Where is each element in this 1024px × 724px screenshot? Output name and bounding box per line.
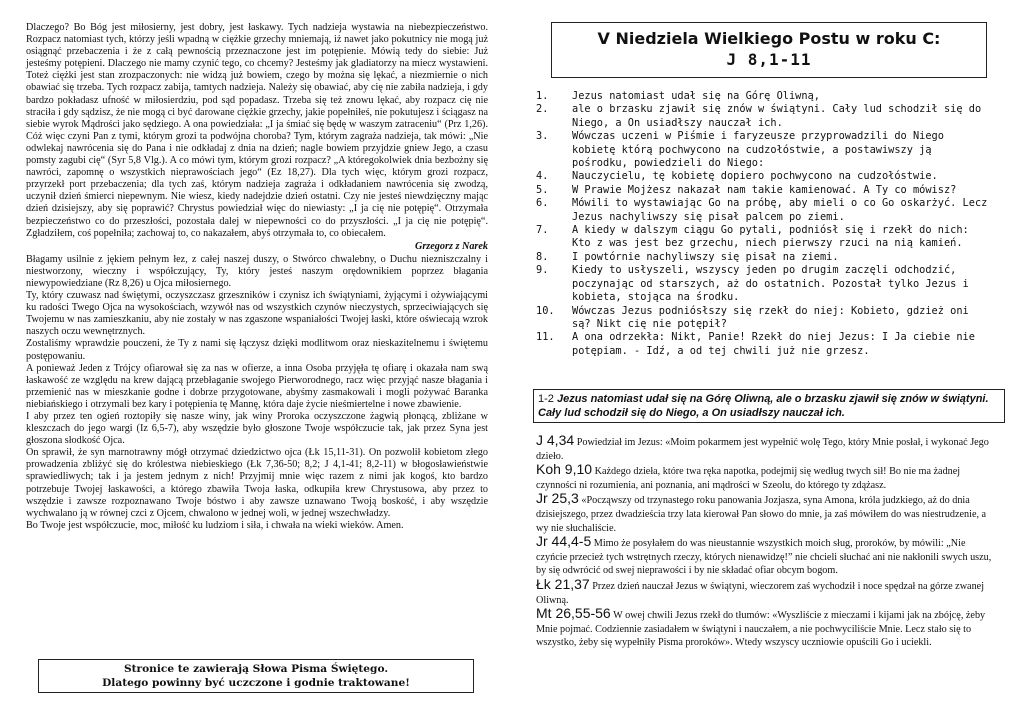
verse-number: 1. bbox=[536, 90, 549, 102]
cross-ref-label: Jr 25,3 bbox=[536, 490, 579, 507]
verse bbox=[536, 224, 992, 251]
prayer-paragraph: I aby przez ten ogień roztopiły się nasze winy, jak winy Proroka oczyszczone żagwią płonącą, zbliżane w kleszczach do jego wargi (Iz 6,5-7), aby wszędzie było głoszone Twoje współczucie tak, jak przez Syna jest głoszona słodkość Ojca. bbox=[26, 411, 488, 447]
verse-text: Jezus natomiast udał się na Górę Oliwną, bbox=[572, 90, 820, 102]
verse-number: 10. bbox=[536, 304, 555, 317]
verse bbox=[536, 130, 992, 170]
cross-ref-item bbox=[536, 575, 992, 607]
verse bbox=[536, 170, 992, 183]
prayer-paragraph: Bo Twoje jest współczucie, moc, miłość ku ludziom i siła, i chwała na wieki wieków. Amen. bbox=[26, 519, 404, 531]
cross-ref-item bbox=[536, 463, 992, 492]
scripture-notice-box bbox=[38, 659, 474, 693]
verse bbox=[536, 184, 992, 197]
author-signature: Grzegorz z Narek bbox=[414, 240, 488, 252]
gospel-verses bbox=[536, 90, 992, 358]
verse bbox=[536, 103, 992, 130]
notice-line-2: Dlatego powinny być uczczone i godnie traktowane! bbox=[102, 677, 410, 689]
cross-ref-text: Powiedział im Jezus: «Moim pokarmem jest wypełnić wolę Tego, który Mnie posłał, i wykonać Jego dzieło. bbox=[536, 437, 989, 462]
cross-ref-text: W owej chwili Jezus rzekł do tłumów: «Wyszliście z mieczami i kijami jak na zbójcę, żeby Mnie pojmać. Codziennie zasiadałem w świątyni i nauczałem, a nie pochwyciliście Mnie. Lecz stało się to wszystko, żeby się wypełniły Pisma proroków». Wtedy wszyscy uczniowie opuścili Go i uciekli. bbox=[536, 610, 986, 649]
cross-ref-label: J 4,34 bbox=[536, 432, 575, 448]
verse-text: Nauczycielu, tę kobietę dopiero pochwycono na cudzołóstwie. bbox=[572, 170, 938, 183]
verse-text: Kiedy to usłyszeli, wszyscy jeden po drugim zaczęli odchodzić, poczynając od starszych, aż do ostatnich. Pozostał tylko Jezus i kobieta, stojąca na środku. bbox=[572, 264, 969, 304]
cross-ref-item bbox=[536, 607, 992, 650]
verse-number: 4. bbox=[536, 170, 549, 183]
title-box bbox=[551, 22, 987, 78]
highlight-text: Jezus natomiast udał się na Górę Oliwną, ale o brzasku zjawił się znów w świątyni. Cały lud schodził się do Niego, a On usiadłszy nauczał ich. bbox=[538, 393, 989, 419]
verse-text: Wówczas uczeni w Piśmie i faryzeusze przyprowadzili do Niego kobietę którą pochwycono na cudzołóstwie, a postawiwszy ją pośrodku, powiedzieli do Niego: bbox=[572, 130, 944, 170]
verse bbox=[536, 90, 992, 103]
verse bbox=[536, 251, 992, 264]
verse-number: 3. bbox=[536, 130, 549, 143]
verse-text: Wówczas Jezus podniósłszy się rzekł do niej: Kobieto, gdzież oni są? Nikt cię nie potępił? bbox=[572, 304, 969, 330]
verse-number: 2. bbox=[536, 103, 549, 116]
verse-number: 11. bbox=[536, 331, 555, 344]
verse-text: I powtórnie nachyliwszy się pisał na ziemi. bbox=[572, 250, 839, 263]
prayer-paragraph: A ponieważ Jeden z Trójcy ofiarował się za nas w ofierze, a inna Osoba przyjęła tę ofiarę i okazała nam swą łaskawość ze względu na krew dającą przebłaganie swojego Pierworodnego, racz więc przyjąć nasze błagania i przemienić nas w mieszkanie godne i dobrze przygotowane, abyśmy zasmakowali i mogli pożywać Baranka niebiańskiego i otrzymali bez kary i potępienia tę Mannę, która daje życie nieśmiertelne i nowe zbawienie. bbox=[26, 362, 488, 410]
gospel-reference: J 8,1-11 bbox=[726, 50, 812, 69]
cross-ref-label: Łk 21,37 bbox=[536, 575, 590, 592]
verse bbox=[536, 305, 992, 332]
cross-ref-label: Koh 9,10 bbox=[536, 461, 593, 478]
verse bbox=[536, 331, 992, 358]
verse-text: Mówili to wystawiając Go na próbę, aby mieli o co Go oskarżyć. Lecz Jezus nachyliwszy się pisał palcem po ziemi. bbox=[572, 197, 988, 223]
cross-ref-item bbox=[536, 492, 992, 535]
verse-number: 7. bbox=[536, 224, 549, 237]
cross-ref-item bbox=[536, 434, 992, 463]
highlight-box bbox=[533, 389, 1005, 423]
verse-number: 5. bbox=[536, 183, 549, 196]
highlight-ref: 1-2 bbox=[538, 393, 554, 405]
verse-text: A ona odrzekła: Nikt, Panie! Rzekł do niej Jezus: I Ja ciebie nie potępiam. - Idź, a od tej chwili już nie grzesz. bbox=[572, 331, 975, 357]
verse bbox=[536, 197, 992, 224]
cross-ref-text: Mimo że posyłałem do was nieustannie wszystkich moich sług, proroków, by mówili: „Nie czyńcie przecież tych wstrętnych rzeczy, których nienawidzę!” nie chcieli słuchać ani nie nakłonili swych uszu, by się odwrócić od swej nieprawości i by nie składać ofiar obcym bogom. bbox=[536, 538, 992, 577]
cross-ref-text: Każdego dzieła, które twa ręka napotka, podejmij się według twych sił! Bo nie ma żadnej czynności ni rozumienia, ani poznania, ani mądrości w Szeolu, do którego ty zdążasz. bbox=[536, 466, 961, 491]
cross-ref-text: Przez dzień nauczał Jezus w świątyni, wieczorem zaś wychodził i noce spędzał na górze zwanej Oliwną. bbox=[536, 580, 985, 606]
verse-number: 8. bbox=[536, 250, 549, 263]
page-title: V Niedziela Wielkiego Postu w roku C: bbox=[597, 29, 941, 48]
verse-text: ale o brzasku zjawił się znów w świątyni. Cały lud schodził się do Niego, a On usiadłszy nauczał ich. bbox=[572, 103, 982, 129]
notice-line-1: Stronice te zawierają Słowa Pisma Świętego. bbox=[123, 663, 389, 675]
prayer-paragraph: Zostaliśmy wprawdzie pouczeni, że Ty z nami się łączysz dzięki modlitwom oraz nieskazitelnemu i świętemu postępowaniu. bbox=[26, 338, 488, 362]
left-column bbox=[26, 22, 488, 532]
verse-number: 6. bbox=[536, 197, 549, 210]
homily-paragraph: Dlaczego? Bo Bóg jest miłosierny, jest dobry, jest łaskawy. Tych nadzieja wystawia na niebezpieczeństwo. Rozpacz natomiast tych, którzy jeśli wpadną w ciężkie grzechy mniemają, iż nawet jako pokutnicy nie mogą już osiągnąć przebaczenia i że z całą pewnością przeznaczone jest im potępienie. Mówią tedy do siebie: Już jesteśmy potępieni. Dlaczego nie mamy czynić tego, co chcemy? Jesteśmy jak gladiatorzy na miecz wystawieni. Toteż ciężki jest stan zrozpaczonych: nie widzą już bowiem, czego by można się lękać, a niezmiernie o nich obawiać się trzeba. Tych rozpacz zabija, tamtych nadzieja. Należy się obawiać, aby cię nie zabiła nadzieja, i gdy bardzo pokładasz ufność w miłosierdziu, pod sąd popadasz. Trzeba się też znowu lękać, aby rozpacz cię nie straciła i gdy sądzisz, że nie mogą ci być darowane ciężkie grzechy, jakie popełniłeś, nie pokutujesz i ściągasz na siebie wyrok Mądrości jako sędziego. A ona powiedziała: „I ja śmiać się będę w waszym zatraceniu“ (Prz 1,26). Cóż więc czyni Pan z tymi, którym grozi ta podwójna choroba? Tym, którym zagraża nadzieja, tak mówi: „Nie odwlekaj nawrócenia się do Pana i nie odkładaj z dnia na dzień; nagle bowiem przyjdzie gniew Jego, a czasu pomsty zagubi cię“ (Syr 5,8 Vlg.). A co mówi tym, którym grozi rozpacz? „A któregokolwiek dnia bezbożny się nawróci, zapomnę o wszystkich nieprawościach jego“ (Ez 18,27). Dla tych więc, którym grozi rozpacz, przyrzekł port przebaczenia; dla tych zaś, którym nadzieja zagraża i odkładaniem nawrócenia się zwodzą, uczynił dzień śmierci niepewnym. Nie wiesz, kiedy nadejdzie dzień ostatni. Czy nie jesteś niewdzięczny mając dzień dzisiejszy, aby się poprawić? Chrystus powiedział więc do niewiasty: „I ja cię nie potępię“. Otrzymała bezpieczeństwo co do przeszłości, pozostała dalej w niepewności co do przyszłości. „I ja cię nie potępię“. Zgładziłem, coś popełniła; zachowaj to, co nakazałem, abyś otrzymała to, co obiecałem. bbox=[26, 22, 488, 239]
prayer-paragraph: On sprawił, że syn marnotrawny mógł otrzymać dziedzictwo ojca (Łk 15,11-31). On pozwolił kobietom złego prowadzenia zbliżyć się do królestwa niebieskiego (Łk 7,36-50; 8,2; J 4,1-41; 8,2-11) w błogosławieństwie sprawiedliwych; tak i ja jestem jednym z nich! Przyjmij mnie więc razem z nimi jak kogoś, kto bardzo potrzebuje Twojej łaskawości, a którego zbawiła Twoja łaska, odkupiła krew Chrystusowa, aby przez to wszędzie i zawsze rozpoznawano Twoje bóstwo i aby zawsze uznawano Twoją boskość, i aby wszędzie wychwalano ją w równej czci z Ojcem, chwalono w jednej woli, w jednej wszechwładzy. bbox=[26, 447, 488, 519]
verse bbox=[536, 264, 992, 304]
verse-text: A kiedy w dalszym ciągu Go pytali, podniósł się i rzekł do nich: Kto z was jest bez grzechu, niech pierwszy rzuci na nią kamień. bbox=[572, 224, 969, 250]
cross-references bbox=[536, 434, 992, 650]
cross-ref-text: «Począwszy od trzynastego roku panowania Jozjasza, syna Amona, króla judzkiego, aż do dnia dzisiejszego, przez dwadzieścia trzy lata kierował Pan słowo do mnie, ja zaś mówiłem do was niestrudzenie, a wy nie słuchaliście. bbox=[536, 495, 987, 534]
cross-ref-label: Jr 44,4-5 bbox=[536, 533, 592, 550]
cross-ref-label: Mt 26,55-56 bbox=[536, 605, 611, 622]
cross-ref-item bbox=[536, 535, 992, 578]
prayer-paragraph: Ty, który czuwasz nad świętymi, oczyszczasz grzeszników i czynisz ich świątyniami, żyjącymi i ożywiającymi ku radości Twego Ojca na wysokościach, wzywół nas od wszystkich czynów nieczystych, sprzeciwiających się Twojemu w nas zamieszkaniu, aby nie zostały w nas zgaszone wspaniałości Twojej łaski, które oświecają wzrok naszych oczu wewnętrznych. bbox=[26, 290, 488, 338]
verse-number: 9. bbox=[536, 264, 549, 277]
verse-text: W Prawie Mojżesz nakazał nam takie kamienować. A Ty co mówisz? bbox=[572, 183, 957, 196]
prayer-paragraph: Błagamy usilnie z jękiem pełnym łez, z całej naszej duszy, o Stwórco chwalebny, o Duchu niezniszczalny i niestworzony, wieczny i współczujący, Ty, który jesteś naszym orędownikiem poprzez błagania niewypowiedziane (Rz 8,26) u Ojca miłosiernego. bbox=[26, 253, 488, 289]
